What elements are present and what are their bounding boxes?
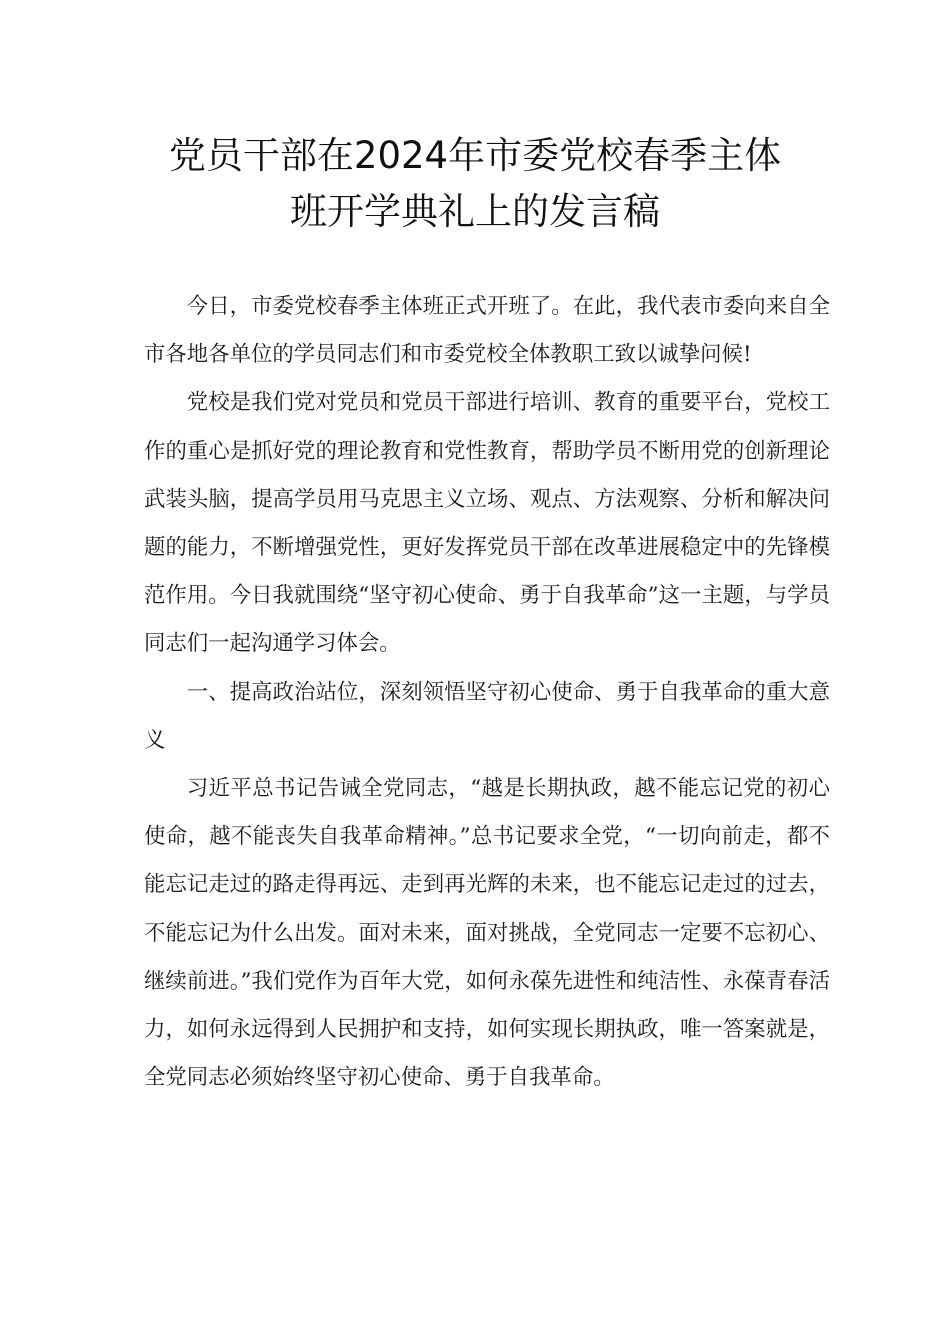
paragraph-greeting: 今日，市委党校春季主体班正式开班了。在此，我代表市委向来自全市各地各单位的学员同志们和市委党校全体教职工致以诚挚问候! [144, 294, 830, 368]
paragraph-initial-mission: 习近平总书记告诫全党同志，“越是长期执政，越不能忘记党的初心使命，越不能丧失自我革命精神。”总书记要求全党，“一切向前走，都不能忘记走过的路走得再远、走到再光辉的未来，也不能忘记走过的过去，不能忘记为什么出发。面对未来，面对挑战，全党同志一定要不忘初心、继续前进。”我们党作为百年大党，如何永葆先进性和纯洁性、永葆青春活力，如何永远得到人民拥护和支持，如何实现长期执政，唯一答案就是，全党同志必须始终坚守初心使命、勇于自我革命。 [144, 776, 830, 1091]
document-body [144, 283, 830, 1102]
section-heading-1: 一、提高政治站位，深刻领悟坚守初心使命、勇于自我革命的重大意义 [144, 679, 830, 753]
title-line-1: 党员干部在2024年市委党校春季主体 [168, 134, 782, 177]
paragraph-party-school: 党校是我们党对党员和党员干部进行培训、教育的重要平台，党校工作的重心是抓好党的理论教育和党性教育，帮助学员不断用党的创新理论武装头脑，提高学员用马克思主义立场、观点、方法观察、分析和解决问题的能力，不断增强党性，更好发挥党员干部在改革进展稳定中的先锋模范作用。今日我就围绕“坚守初心使命、勇于自我革命”这一主题，与学员同志们一起沟通学习体会。 [144, 390, 830, 657]
title-line-2: 班开学典礼上的发言稿 [290, 190, 660, 233]
document-title [0, 128, 950, 240]
